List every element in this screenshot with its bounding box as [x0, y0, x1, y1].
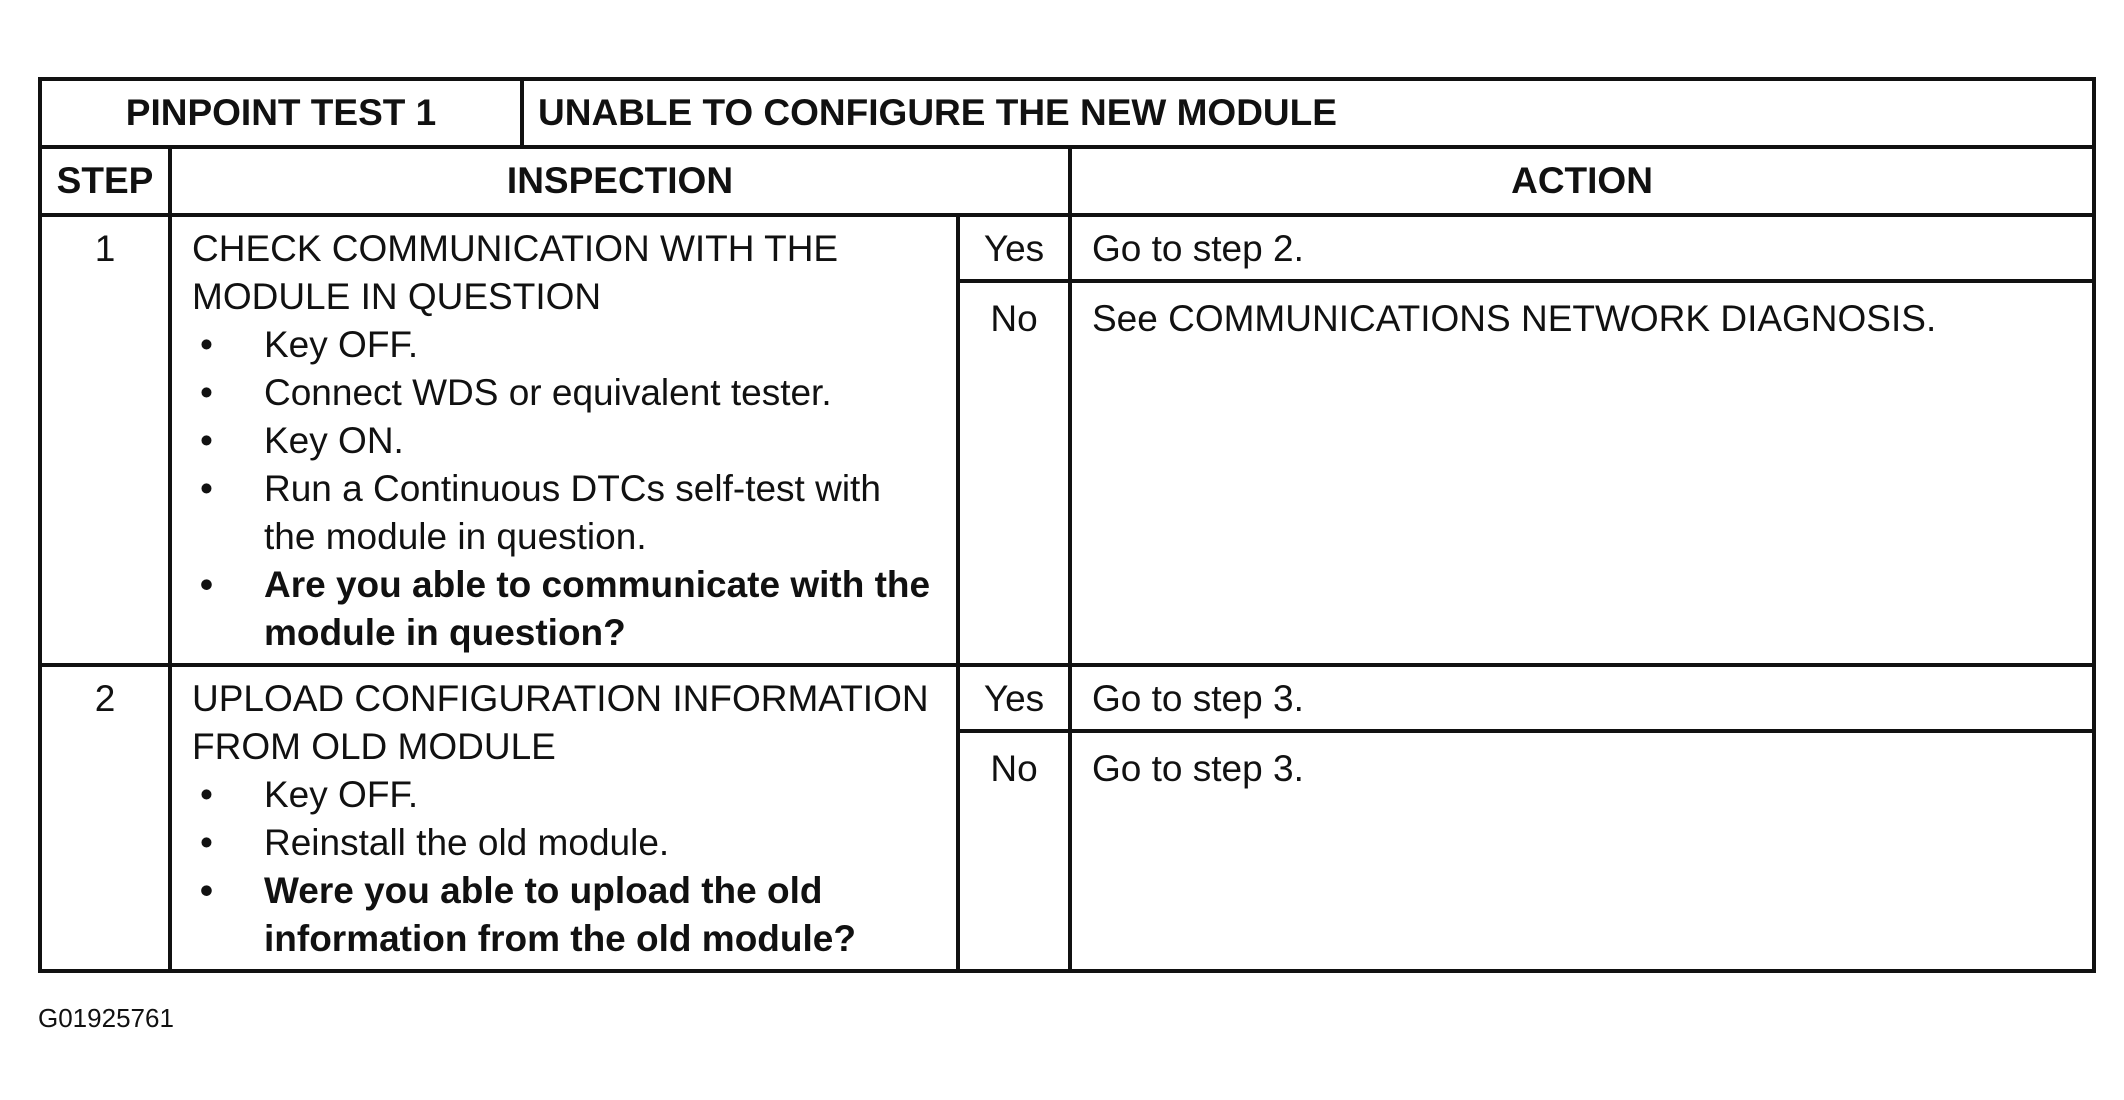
- bullet-icon: •: [200, 564, 213, 605]
- bullet-icon: •: [200, 372, 213, 413]
- list-item: [192, 465, 940, 561]
- pinpoint-title: UNABLE TO CONFIGURE THE NEW MODULE: [522, 79, 2094, 147]
- list-item: [192, 819, 940, 867]
- figure-id: G01925761: [38, 1003, 174, 1033]
- step-2-yes-label: Yes: [958, 665, 1070, 731]
- step-1-yes-action: Go to step 2.: [1070, 215, 2094, 281]
- bullet-icon: •: [200, 822, 213, 863]
- list-item: [192, 321, 940, 369]
- bullet-icon: •: [200, 774, 213, 815]
- step-1-no-action: See COMMUNICATIONS NETWORK DIAGNOSIS.: [1070, 281, 2094, 665]
- step-2-title: UPLOAD CONFIGURATION INFORMATION FROM OLD MODULE: [192, 678, 929, 767]
- step-2-yes-action: Go to step 3.: [1070, 665, 2094, 731]
- bullet-text: Key ON.: [264, 420, 404, 461]
- list-item: [192, 771, 940, 819]
- step-2-bullet-list: [192, 771, 940, 963]
- step-column-header: STEP: [40, 147, 170, 215]
- step-2-number: 2: [40, 665, 170, 971]
- step-2-inspection: [170, 665, 958, 971]
- column-header-row: [40, 147, 2094, 215]
- step-1-no-label: No: [958, 281, 1070, 665]
- step-1-title: CHECK COMMUNICATION WITH THE MODULE IN QUESTION: [192, 228, 839, 317]
- inspection-column-header: INSPECTION: [170, 147, 1070, 215]
- bullet-icon: •: [200, 420, 213, 461]
- bullet-text: Key OFF.: [264, 774, 419, 815]
- title-row: [40, 79, 2094, 147]
- bullet-icon: •: [200, 468, 213, 509]
- step-1-yes-label: Yes: [958, 215, 1070, 281]
- step-1-yes-row: [40, 215, 2094, 281]
- pinpoint-label: PINPOINT TEST 1: [40, 79, 522, 147]
- bullet-text: Connect WDS or equivalent tester.: [264, 372, 832, 413]
- bullet-icon: •: [200, 870, 213, 911]
- list-item: [192, 561, 940, 657]
- step-2-no-label: No: [958, 731, 1070, 971]
- step-2-yes-row: [40, 665, 2094, 731]
- step-2-no-action: Go to step 3.: [1070, 731, 2094, 971]
- step-1-inspection: [170, 215, 958, 665]
- list-item: [192, 417, 940, 465]
- step-1-question: Are you able to communicate with the module in question?: [264, 564, 931, 653]
- step-1-number: 1: [40, 215, 170, 665]
- bullet-text: Run a Continuous DTCs self-test with the module in question.: [264, 468, 881, 557]
- action-column-header: ACTION: [1070, 147, 2094, 215]
- bullet-text: Key OFF.: [264, 324, 419, 365]
- bullet-text: Reinstall the old module.: [264, 822, 670, 863]
- bullet-icon: •: [200, 324, 213, 365]
- step-1-bullet-list: [192, 321, 940, 657]
- step-2-question: Were you able to upload the old information from the old module?: [264, 870, 856, 959]
- list-item: [192, 369, 940, 417]
- list-item: [192, 867, 940, 963]
- pinpoint-test-table: [38, 77, 2096, 973]
